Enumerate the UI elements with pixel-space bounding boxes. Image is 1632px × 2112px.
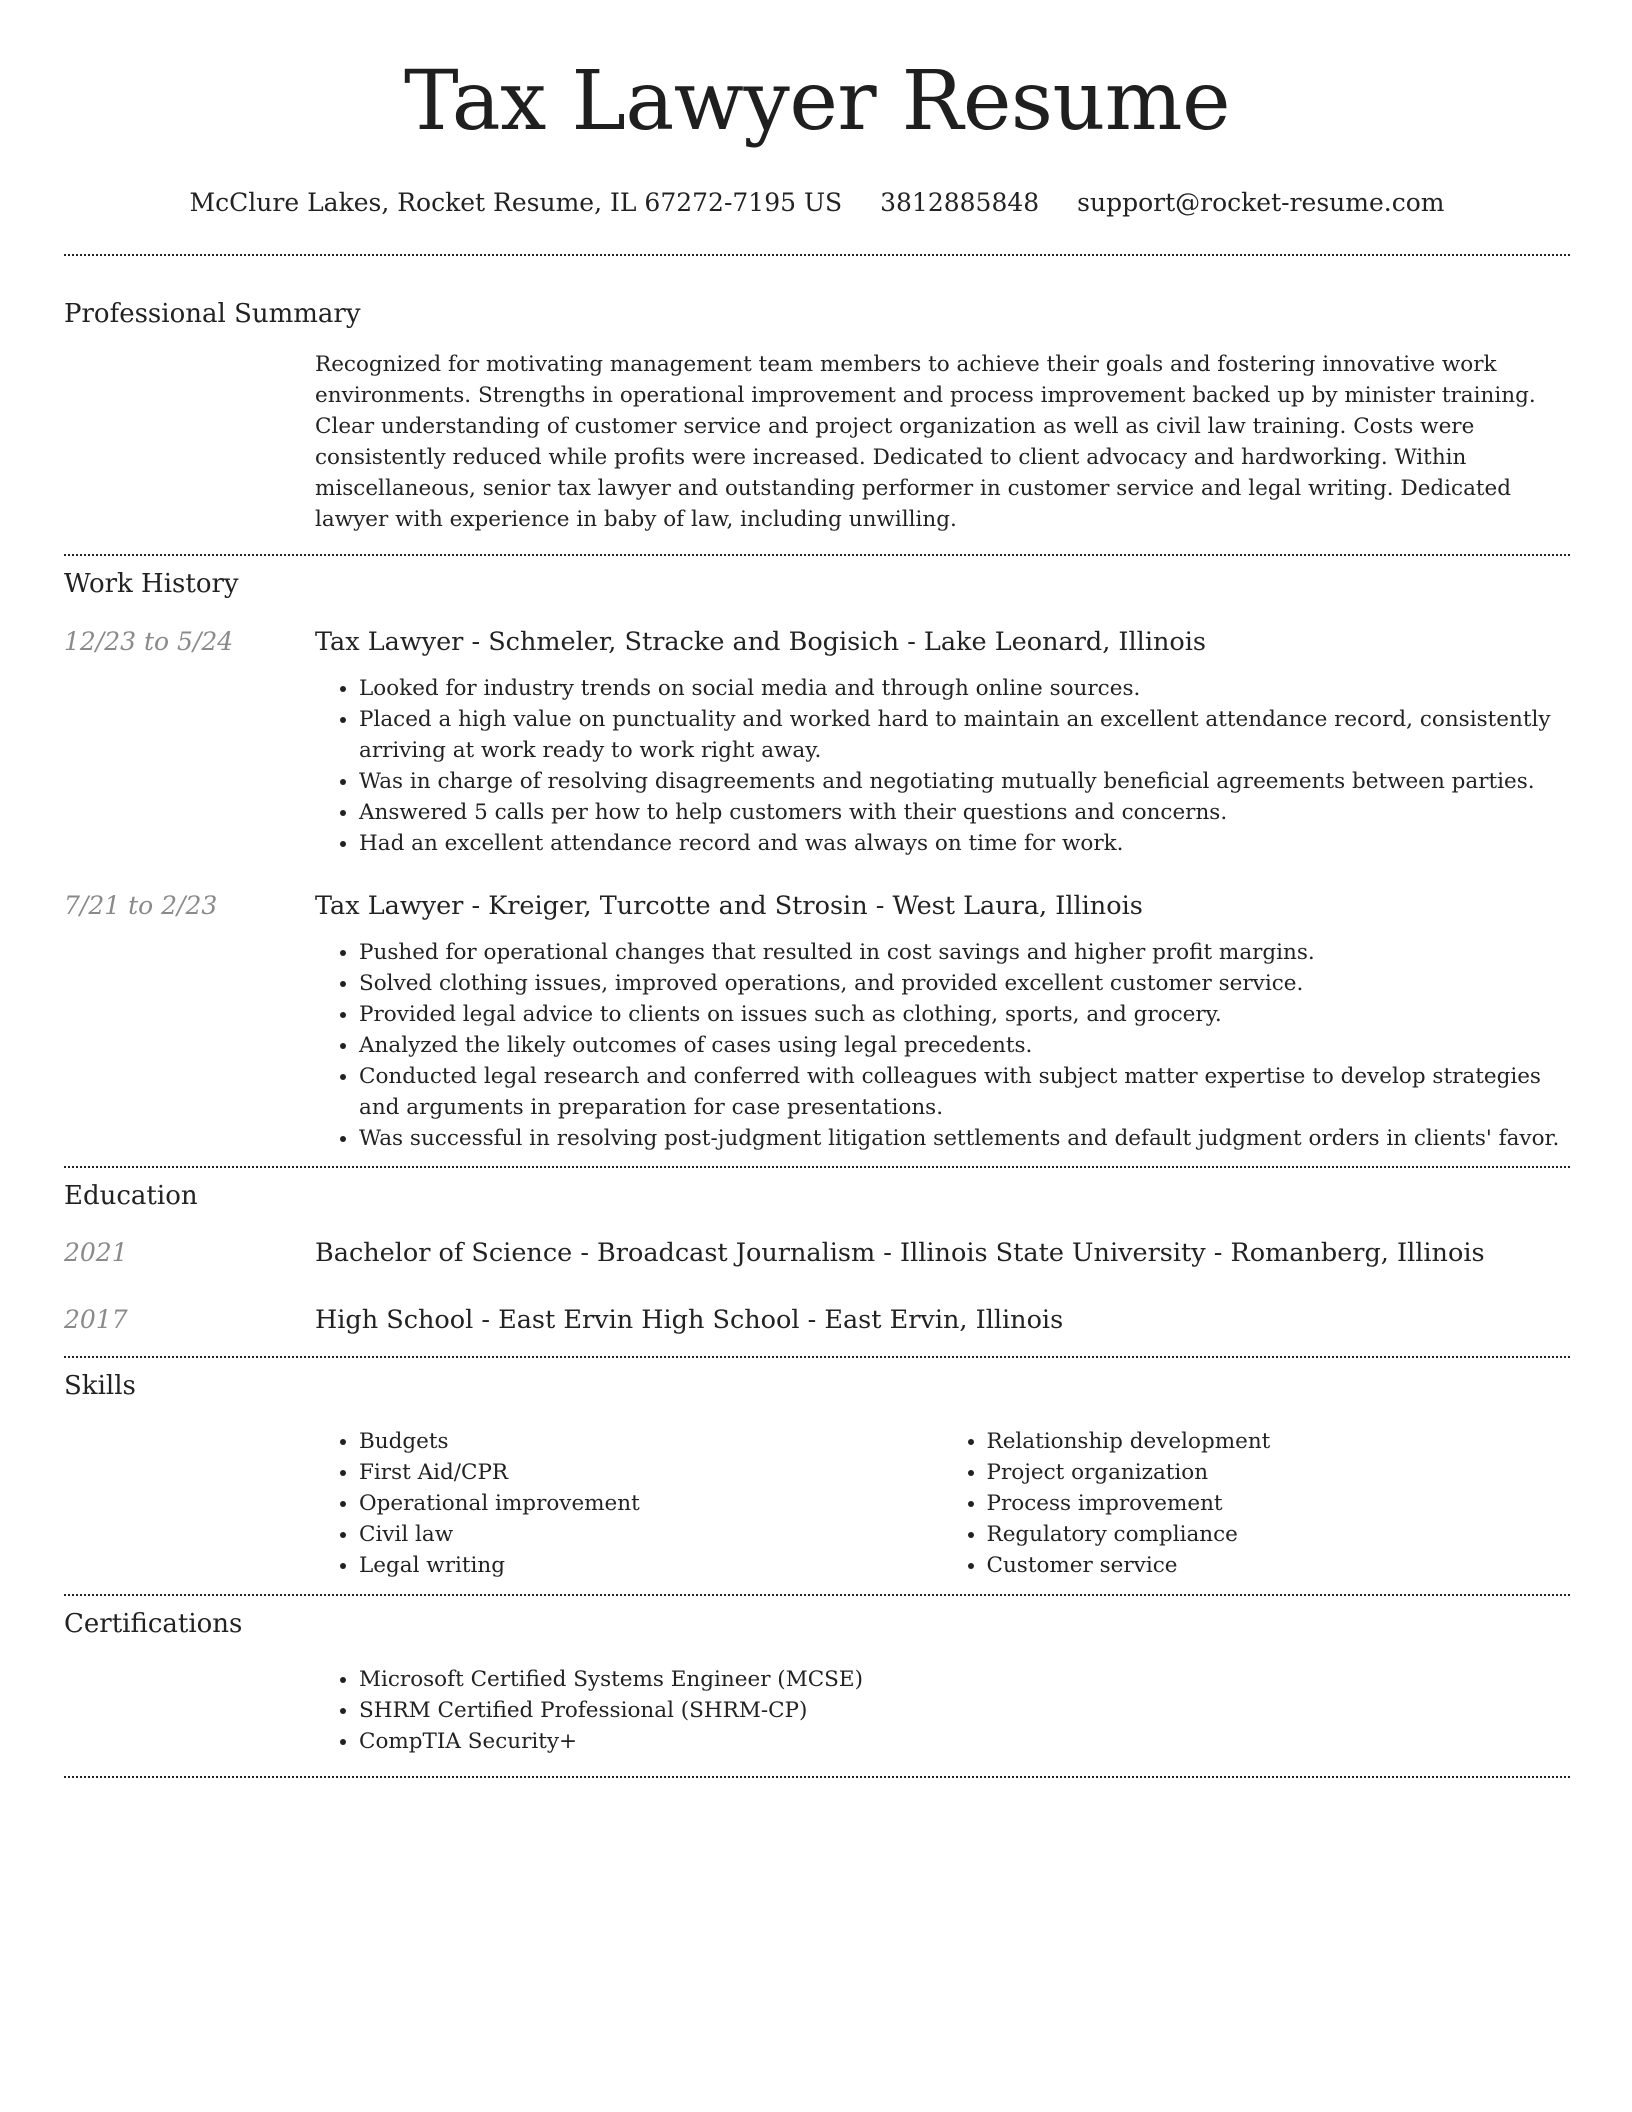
list-item: • SHRM Certified Professional (SHRM-CP) (359, 1695, 1570, 1726)
resume-title: Tax Lawyer Resume (403, 54, 1231, 149)
education-entry (64, 1236, 1570, 1270)
education-text: Bachelor of Science - Broadcast Journalism - Illinois State University - Romanberg, Illinois (315, 1238, 1485, 1268)
list-item: • Had an excellent attendance record and was always on time for work. (359, 828, 1570, 859)
phone-text: 3812885848 (880, 188, 1040, 217)
job-bullets (315, 673, 1570, 859)
section-heading-education: Education (64, 1181, 198, 1211)
list-item: • Process improvement (987, 1488, 1571, 1519)
contact-line (64, 186, 1570, 220)
list-item: • Placed a high value on punctuality and worked hard to maintain an excellent attendance record, consistently arriving at work ready to work right away. (359, 704, 1570, 766)
skills-list-left (315, 1426, 943, 1581)
education-entry (64, 1303, 1570, 1337)
email-text: support@rocket-resume.com (1077, 188, 1445, 217)
education-text: High School - East Ervin High School - East Ervin, Illinois (315, 1305, 1064, 1335)
list-item: • Legal writing (359, 1550, 943, 1581)
list-item: • Microsoft Certified Systems Engineer (MCSE) (359, 1664, 1570, 1695)
summary-section (64, 256, 1570, 535)
list-item: • Conducted legal research and conferred with colleagues with subject matter expertise to develop strategies and arguments in preparation for case presentations. (359, 1061, 1570, 1123)
job-bullets (315, 937, 1570, 1154)
section-heading-summary: Professional Summary (64, 299, 361, 329)
divider (64, 1776, 1570, 1778)
list-item: • First Aid/CPR (359, 1457, 943, 1488)
job-title: Tax Lawyer - Schmeler, Stracke and Bogisich - Lake Leonard, Illinois (315, 627, 1206, 657)
job-dates: 12/23 to 5/24 (64, 627, 234, 656)
education-year: 2021 (64, 1238, 128, 1267)
list-item: • Was successful in resolving post-judgment litigation settlements and default judgment orders in clients' favor. (359, 1123, 1570, 1154)
skills-list-right (943, 1426, 1571, 1581)
address-text: McClure Lakes, Rocket Resume, IL 67272-7195 US (189, 188, 843, 217)
section-heading-certifications: Certifications (64, 1609, 243, 1639)
list-item: • Operational improvement (359, 1488, 943, 1519)
certifications-list (315, 1664, 1570, 1757)
list-item: • Customer service (987, 1550, 1571, 1581)
section-heading-skills: Skills (64, 1371, 136, 1401)
resume-page (64, 0, 1570, 1778)
work-history-section (64, 556, 1570, 1154)
list-item: • Looked for industry trends on social media and through online sources. (359, 673, 1570, 704)
skills-section (64, 1358, 1570, 1581)
list-item: • Regulatory compliance (987, 1519, 1571, 1550)
education-section (64, 1168, 1570, 1337)
certifications-section (64, 1596, 1570, 1757)
list-item: • Project organization (987, 1457, 1571, 1488)
list-item: • Provided legal advice to clients on issues such as clothing, sports, and grocery. (359, 999, 1570, 1030)
section-heading-work: Work History (64, 569, 239, 599)
list-item: • Civil law (359, 1519, 943, 1550)
list-item: • Solved clothing issues, improved operations, and provided excellent customer service. (359, 968, 1570, 999)
education-year: 2017 (64, 1305, 128, 1334)
list-item: • Pushed for operational changes that resulted in cost savings and higher profit margins. (359, 937, 1570, 968)
summary-text: Recognized for motivating management team members to achieve their goals and fostering innovative work environments. Strengths in operational improvement and process improvement backed up by minister training. Clear understanding of customer service and project organization as well as civil law training. Costs were consistently reduced while profits were increased. Dedicated to client advocacy and hardworking. Within miscellaneous, senior tax lawyer and outstanding performer in customer service and legal writing. Dedicated lawyer with experience in baby of law, including unwilling. (315, 352, 1536, 532)
list-item: • Was in charge of resolving disagreements and negotiating mutually beneficial agreements between parties. (359, 766, 1570, 797)
job-entry (64, 625, 1570, 859)
list-item: • CompTIA Security+ (359, 1726, 1570, 1757)
job-title: Tax Lawyer - Kreiger, Turcotte and Strosin - West Laura, Illinois (315, 891, 1143, 921)
list-item: • Answered 5 calls per how to help customers with their questions and concerns. (359, 797, 1570, 828)
job-dates: 7/21 to 2/23 (64, 891, 218, 920)
list-item: • Analyzed the likely outcomes of cases using legal precedents. (359, 1030, 1570, 1061)
job-entry (64, 889, 1570, 1154)
list-item: • Relationship development (987, 1426, 1571, 1457)
list-item: • Budgets (359, 1426, 943, 1457)
